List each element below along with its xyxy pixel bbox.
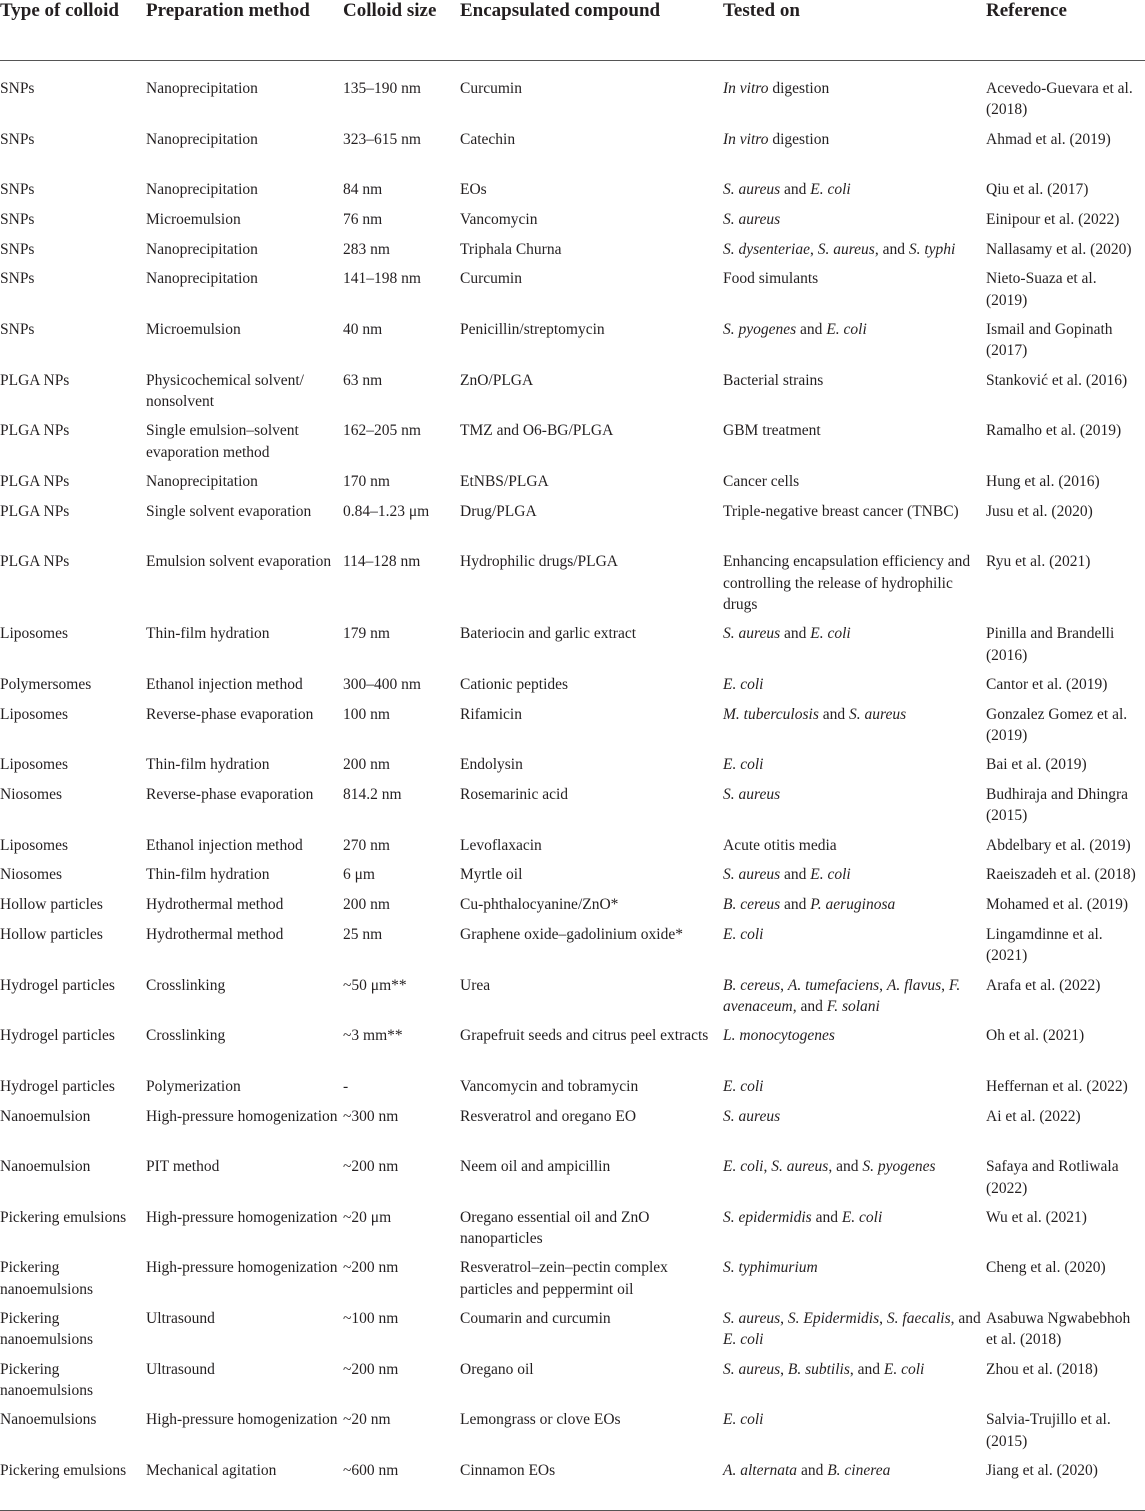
table-row [0,1308,1145,1359]
cell-compound: TMZ and O6-BG/PLGA [460,422,614,440]
cell-reference: Nieto-Suaza et al. (2019) [986,270,1097,309]
table-row [0,1460,1145,1511]
table-header [0,0,1145,61]
header-row [0,0,1145,61]
cell-method: Physicochemical solvent/ nonsolvent [146,371,304,411]
cell-compound: Vancomycin and tobramycin [460,1077,639,1095]
cell-compound: Hydrophilic drugs/PLGA [460,553,619,571]
cell-method: Ethanol injection method [146,675,303,693]
cell-tested: B. cereus and P. aeruginosa [723,896,896,914]
cell-reference: Cantor et al. (2019) [986,675,1108,693]
cell-reference: Budhiraja and Dhingra (2015) [986,786,1129,825]
cell-type: Hydrogel particles [0,1027,115,1045]
cell-compound: Lemongrass or clove EOs [460,1411,621,1429]
table-row [0,209,1145,239]
cell-reference: Cheng et al. (2020) [986,1259,1106,1277]
table-row [0,1106,1145,1157]
table-row [0,704,1145,755]
cell-type: SNPs [0,321,35,339]
cell-type: Hydrogel particles [0,1077,115,1095]
cell-method: Microemulsion [146,321,241,339]
cell-type: SNPs [0,181,35,199]
cell-tested: S. aureus and E. coli [723,625,851,643]
cell-type: PLGA NPs [0,553,70,571]
cell-method: Emulsion solvent evaporation [146,553,332,571]
cell-tested: S. dysenteriae, S. aureus, and S. typhi [723,240,956,258]
cell-compound: Cu-phthalocyanine/ZnO* [460,896,619,914]
cell-size: 84 nm [343,181,383,199]
cell-tested: S. aureus and E. coli [723,181,851,199]
cell-type: Pickering nanoemulsions [0,1259,93,1298]
cell-type: PLGA NPs [0,422,70,440]
table-row [0,1076,1145,1106]
cell-method: High-pressure homogenization [146,1259,338,1277]
cell-size: 323–615 nm [343,130,421,148]
cell-size: ~600 nm [343,1460,460,1511]
cell-reference: Abdelbary et al. (2019) [986,836,1131,854]
cell-tested: In vitro digestion [723,80,830,97]
cell-reference: Arafa et al. (2022) [986,976,1101,994]
cell-compound: Oregano essential oil and ZnO nanoparticles [460,1208,650,1248]
cell-size: ~200 nm [343,1360,399,1378]
cell-size: 100 nm [343,705,390,723]
cell-type: Nanoemulsion [0,1107,91,1125]
cell-reference: Pinilla and Brandelli (2016) [986,625,1115,664]
cell-tested: Enhancing encapsulation efficiency and controlling the release of hydrophilic drugs [723,553,971,614]
cell-compound: Cationic peptides [460,675,569,693]
cell-size: ~100 nm [343,1309,399,1327]
cell-method: Nanoprecipitation [146,270,258,288]
cell-reference: Einipour et al. (2022) [986,210,1120,228]
cell-tested: Food simulants [723,270,819,288]
cell-method: Ethanol injection method [146,836,303,854]
table-row [0,835,1145,865]
cell-tested: S. aureus [723,1107,781,1125]
cell-reference: Gonzalez Gomez et al. (2019) [986,705,1128,745]
cell-tested: S. aureus, B. subtilis, and E. coli [723,1360,925,1378]
cell-compound: Resveratrol and oregano EO [460,1107,637,1125]
cell-tested: E. coli [723,926,764,944]
cell-reference: Heffernan et al. (2022) [986,1077,1128,1095]
cell-compound: Resveratrol–zein–pectin complex particles and peppermint oil [460,1259,668,1298]
cell-size: 135–190 nm [343,80,421,97]
cell-type: Pickering emulsions [0,1208,127,1226]
cell-type: Liposomes [0,836,69,854]
cell-reference: Wu et al. (2021) [986,1208,1087,1226]
cell-size: 162–205 nm [343,422,421,440]
cell-reference: Lingamdinne et al. (2021) [986,926,1103,965]
cell-compound: Cinnamon EOs [460,1460,723,1511]
cell-compound: Rosemarinic acid [460,786,569,804]
cell-compound: EOs [460,181,487,199]
cell-method: Thin-film hydration [146,866,270,884]
table-row [0,623,1145,674]
table-row [0,864,1145,894]
cell-type: PLGA NPs [0,502,70,520]
cell-compound: Penicillin/streptomycin [460,321,605,339]
cell-method: PIT method [146,1158,220,1176]
cell-type: Liposomes [0,705,69,723]
cell-type: Pickering emulsions [0,1460,146,1511]
cell-method: Thin-film hydration [146,625,270,643]
cell-compound: Endolysin [460,756,523,774]
cell-tested: L. monocytogenes [723,1027,835,1045]
cell-tested: A. alternata and B. cinerea [723,1460,986,1511]
table-row [0,551,1145,623]
header-type: Type of colloid [0,0,146,61]
cell-method: Thin-film hydration [146,756,270,774]
cell-method: Nanoprecipitation [146,240,258,258]
cell-compound: Triphala Churna [460,240,562,258]
cell-compound: Drug/PLGA [460,502,537,520]
table-row [0,924,1145,975]
cell-size: 141–198 nm [343,270,421,288]
cell-reference: Qiu et al. (2017) [986,181,1089,199]
cell-type: Polymersomes [0,675,92,693]
cell-method: Single emulsion–solvent evaporation method [146,422,299,461]
cell-method: Microemulsion [146,210,241,228]
table-row [0,129,1145,180]
cell-tested: S. aureus, S. Epidermidis, S. faecalis, and E. coli [723,1309,981,1349]
cell-tested: E. coli [723,1411,764,1429]
cell-compound: Myrtle oil [460,866,523,884]
cell-compound: Graphene oxide–gadolinium oxide* [460,926,683,944]
cell-size: 63 nm [343,371,383,389]
cell-size: 283 nm [343,240,390,258]
cell-method: High-pressure homogenization [146,1411,338,1429]
cell-size: 179 nm [343,625,390,643]
cell-reference: Stanković et al. (2016) [986,371,1128,389]
cell-method: Single solvent evaporation [146,502,312,520]
cell-reference: Nallasamy et al. (2020) [986,240,1132,258]
cell-compound: Grapefruit seeds and citrus peel extracts [460,1027,709,1045]
table-row [0,370,1145,421]
table-row [0,784,1145,835]
table-row [0,1207,1145,1258]
cell-compound: Curcumin [460,80,522,97]
cell-tested: M. tuberculosis and S. aureus [723,705,907,723]
cell-size: ~20 nm [343,1411,391,1429]
cell-reference: Ryu et al. (2021) [986,553,1091,571]
cell-size: ~300 nm [343,1107,399,1125]
cell-reference: Ramalho et al. (2019) [986,422,1122,440]
cell-type: SNPs [0,240,35,258]
cell-reference: Mohamed et al. (2019) [986,896,1129,914]
cell-tested: In vitro digestion [723,130,830,148]
cell-size: 0.84–1.23 μm [343,502,430,520]
cell-size: ~20 μm [343,1208,392,1226]
cell-reference: Safaya and Rotliwala (2022) [986,1158,1119,1197]
table-row [0,1156,1145,1207]
cell-compound: Curcumin [460,270,522,288]
cell-tested: E. coli, S. aureus, and S. pyogenes [723,1158,936,1176]
table-row [0,61,1145,129]
cell-reference: Salvia-Trujillo et al. (2015) [986,1411,1111,1450]
cell-method: Mechanical agitation [146,1460,343,1511]
cell-compound: Levoflaxacin [460,836,542,854]
cell-tested: GBM treatment [723,422,821,440]
cell-tested: S. typhimurium [723,1259,818,1277]
cell-compound: Oregano oil [460,1360,534,1378]
cell-method: Reverse-phase evaporation [146,786,314,804]
cell-size: ~200 nm [343,1259,399,1277]
cell-type: Hollow particles [0,926,103,944]
cell-method: Polymerization [146,1077,241,1095]
table-row [0,471,1145,501]
header-method: Preparation method [146,0,343,61]
table-row [0,754,1145,784]
cell-tested: S. aureus [723,210,781,228]
cell-reference: Zhou et al. (2018) [986,1360,1098,1378]
cell-type: Liposomes [0,625,69,643]
cell-size: 200 nm [343,896,390,914]
cell-type: PLGA NPs [0,371,70,389]
cell-tested: Cancer cells [723,472,800,490]
cell-tested: B. cereus, A. tumefaciens, A. flavus, F. avenaceum, and F. solani [723,976,961,1016]
cell-type: Liposomes [0,756,69,774]
cell-tested: Triple-negative breast cancer (TNBC) [723,502,959,520]
table-row [0,1409,1145,1460]
table-row [0,975,1145,1026]
cell-size: 6 μm [343,866,375,884]
header-size: Colloid size [343,0,460,61]
cell-compound: Urea [460,976,491,994]
cell-type: Hollow particles [0,896,103,914]
cell-method: High-pressure homogenization [146,1107,338,1125]
cell-type: SNPs [0,270,35,288]
cell-tested: E. coli [723,756,764,774]
cell-size: ~3 mm** [343,1027,403,1045]
table-row [0,1359,1145,1410]
cell-reference: Raeiszadeh et al. (2018) [986,866,1136,884]
cell-compound: ZnO/PLGA [460,371,534,389]
header-reference: Reference [986,0,1145,61]
cell-compound: Vancomycin [460,210,538,228]
header-tested: Tested on [723,0,986,61]
table-row [0,674,1145,704]
cell-compound: EtNBS/PLGA [460,472,549,490]
cell-method: Crosslinking [146,1027,226,1045]
cell-method: Hydrothermal method [146,896,284,914]
cell-size: 76 nm [343,210,383,228]
cell-type: Hydrogel particles [0,976,115,994]
cell-reference: Ai et al. (2022) [986,1107,1081,1125]
cell-compound: Rifamicin [460,705,522,723]
cell-type: Niosomes [0,786,62,804]
table-row [0,179,1145,209]
cell-reference: Acevedo-Guevara et al. (2018) [986,80,1133,119]
cell-reference: Bai et al. (2019) [986,756,1087,774]
cell-size: 114–128 nm [343,553,421,571]
cell-size: - [343,1077,349,1095]
table-row [0,239,1145,269]
table-row [0,1025,1145,1076]
cell-type: Niosomes [0,866,62,884]
cell-method: Crosslinking [146,976,226,994]
cell-tested: S. epidermidis and E. coli [723,1208,883,1226]
cell-compound: Bateriocin and garlic extract [460,625,637,643]
cell-method: Hydrothermal method [146,926,284,944]
cell-type: SNPs [0,210,35,228]
cell-reference: Ismail and Gopinath (2017) [986,321,1113,360]
cell-method: High-pressure homogenization [146,1208,338,1226]
cell-tested: S. aureus and E. coli [723,866,851,884]
table-row [0,319,1145,370]
cell-size: 814.2 nm [343,786,402,804]
cell-type: PLGA NPs [0,472,70,490]
cell-size: 270 nm [343,836,390,854]
table-row [0,268,1145,319]
cell-tested: S. aureus [723,786,781,804]
cell-compound: Coumarin and curcumin [460,1309,611,1327]
table-body [0,61,1145,1511]
cell-tested: Bacterial strains [723,371,824,389]
cell-type: SNPs [0,80,35,97]
cell-tested: Acute otitis media [723,836,837,854]
cell-tested: E. coli [723,1077,764,1095]
table-row [0,894,1145,924]
cell-tested: S. pyogenes and E. coli [723,321,867,339]
cell-reference: Asabuwa Ngwabebhoh et al. (2018) [986,1309,1131,1349]
cell-type: Nanoemulsions [0,1411,97,1429]
cell-method: Ultrasound [146,1309,215,1327]
cell-size: ~200 nm [343,1158,399,1176]
cell-method: Ultrasound [146,1360,215,1378]
cell-compound: Neem oil and ampicillin [460,1158,611,1176]
cell-method: Reverse-phase evaporation [146,705,314,723]
cell-type: Pickering nanoemulsions [0,1309,93,1349]
cell-type: Nanoemulsion [0,1158,91,1176]
cell-reference: Ahmad et al. (2019) [986,130,1111,148]
cell-compound: Catechin [460,130,516,148]
cell-method: Nanoprecipitation [146,181,258,199]
cell-reference: Oh et al. (2021) [986,1027,1085,1045]
cell-size: 300–400 nm [343,675,421,693]
cell-method: Nanoprecipitation [146,130,258,148]
cell-size: 200 nm [343,756,390,774]
cell-type: Pickering nanoemulsions [0,1360,93,1399]
cell-reference: Jusu et al. (2020) [986,502,1093,520]
cell-size: 170 nm [343,472,390,490]
table-row [0,501,1145,552]
cell-type: SNPs [0,130,35,148]
cell-size: ~50 μm** [343,976,407,994]
cell-size: 40 nm [343,321,383,339]
cell-reference: Jiang et al. (2020) [986,1460,1145,1511]
cell-method: Nanoprecipitation [146,472,258,490]
table-row [0,1257,1145,1308]
cell-tested: E. coli [723,675,764,693]
cell-method: Nanoprecipitation [146,80,258,97]
cell-reference: Hung et al. (2016) [986,472,1100,490]
header-compound: Encapsulated compound [460,0,723,61]
table-row [0,420,1145,471]
cell-size: 25 nm [343,926,383,944]
